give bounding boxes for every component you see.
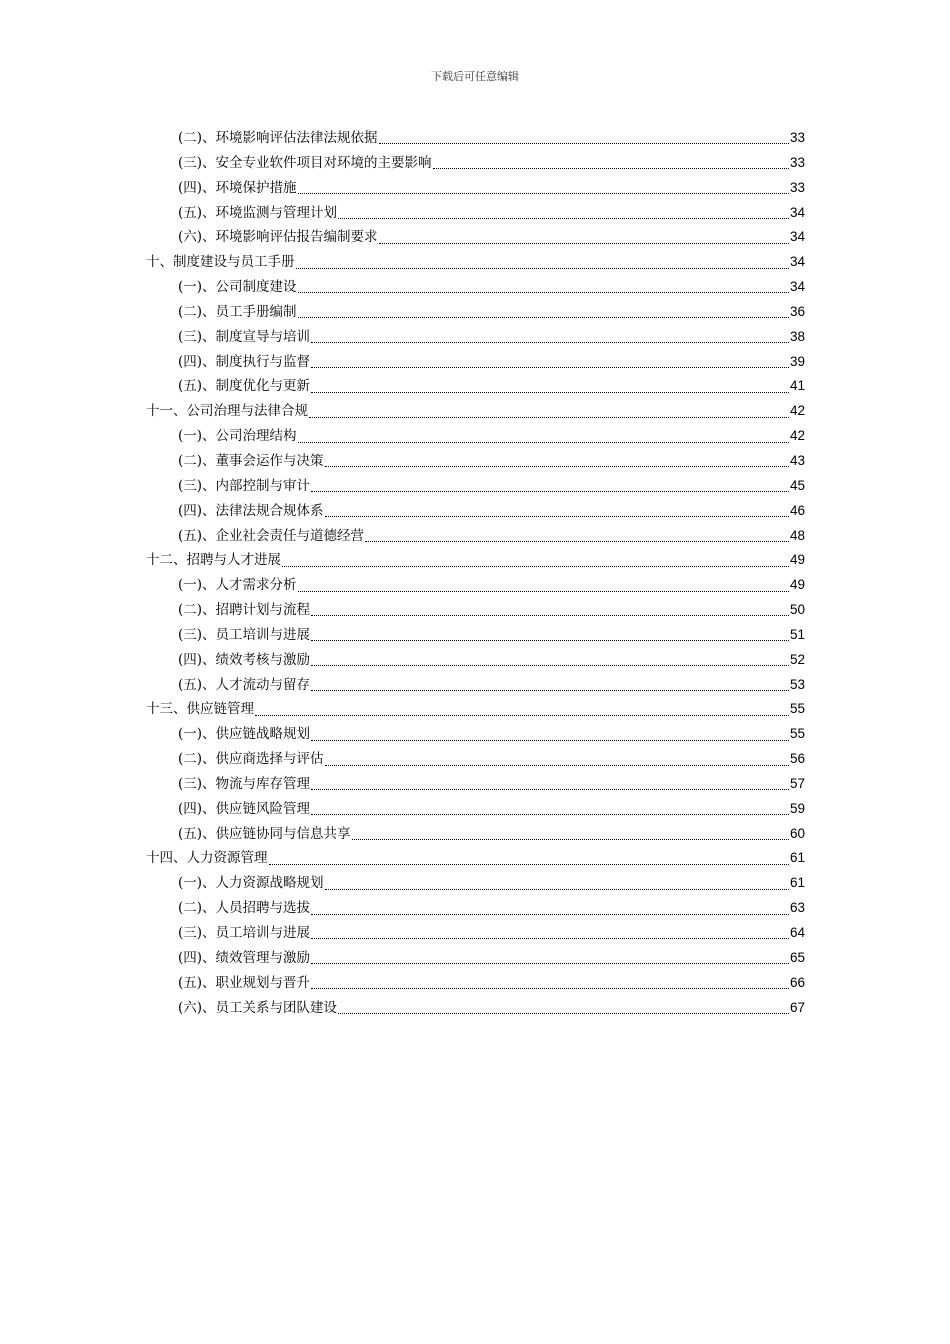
toc-section-entry[interactable] bbox=[0, 822, 950, 847]
toc-entry-title: (五)、环境监测与管理计划 bbox=[178, 204, 338, 221]
toc-section-entry[interactable] bbox=[0, 996, 950, 1021]
toc-dot-leader bbox=[311, 490, 789, 492]
toc-chapter-entry[interactable] bbox=[0, 697, 950, 722]
toc-section-entry[interactable] bbox=[0, 424, 950, 449]
toc-entry-page-number: 34 bbox=[789, 204, 805, 220]
toc-entry-page-number: 33 bbox=[789, 154, 805, 170]
toc-dot-leader bbox=[311, 614, 789, 616]
toc-entry-title: (二)、供应商选择与评估 bbox=[178, 751, 324, 768]
toc-entry-title: (三)、安全专业软件项目对环境的主要影响 bbox=[178, 154, 432, 171]
toc-dot-leader bbox=[325, 465, 789, 467]
toc-entry-page-number: 36 bbox=[789, 303, 805, 319]
toc-entry-page-number: 33 bbox=[789, 130, 805, 145]
toc-dot-leader bbox=[311, 689, 789, 691]
toc-section-entry[interactable] bbox=[0, 350, 950, 375]
toc-section-entry[interactable] bbox=[0, 871, 950, 896]
toc-section-entry[interactable] bbox=[0, 921, 950, 946]
toc-entry-page-number: 52 bbox=[789, 651, 805, 667]
toc-entry-title: (三)、内部控制与审计 bbox=[178, 477, 311, 494]
toc-dot-leader bbox=[311, 366, 789, 368]
toc-entry-title: (五)、企业社会责任与道德经营 bbox=[178, 527, 365, 544]
toc-entry-title: (二)、招聘计划与流程 bbox=[178, 602, 311, 619]
toc-dot-leader bbox=[311, 788, 789, 790]
toc-entry-page-number: 63 bbox=[789, 900, 805, 916]
toc-entry-page-number: 48 bbox=[789, 527, 805, 543]
toc-entry-page-number: 55 bbox=[789, 701, 805, 717]
toc-entry-title: (二)、董事会运作与决策 bbox=[178, 452, 324, 469]
toc-entry-page-number: 67 bbox=[789, 999, 805, 1015]
toc-entry-title: 十、制度建设与员工手册 bbox=[146, 254, 295, 271]
toc-entry-page-number: 33 bbox=[789, 179, 805, 195]
toc-entry-title: (四)、制度执行与监督 bbox=[178, 353, 311, 370]
toc-entry-page-number: 41 bbox=[789, 378, 805, 394]
toc-dot-leader bbox=[311, 664, 789, 666]
toc-section-entry[interactable] bbox=[0, 449, 950, 474]
toc-section-entry[interactable] bbox=[0, 176, 950, 201]
toc-section-entry[interactable] bbox=[0, 499, 950, 524]
toc-entry-page-number: 50 bbox=[789, 602, 805, 618]
toc-dot-leader bbox=[298, 291, 789, 293]
toc-dot-leader bbox=[282, 565, 789, 567]
toc-dot-leader bbox=[311, 913, 789, 915]
table-of-contents bbox=[0, 126, 950, 1020]
toc-section-entry[interactable] bbox=[0, 225, 950, 250]
toc-entry-title: (三)、物流与库存管理 bbox=[178, 775, 311, 792]
toc-dot-leader bbox=[311, 937, 789, 939]
toc-entry-title: (四)、环境保护措施 bbox=[178, 179, 297, 196]
toc-section-entry[interactable] bbox=[0, 673, 950, 698]
toc-dot-leader bbox=[311, 341, 789, 343]
page-header: 下载后可任意编辑 bbox=[431, 70, 519, 83]
toc-dot-leader bbox=[311, 962, 789, 964]
toc-entry-title: 十三、供应链管理 bbox=[146, 701, 254, 718]
toc-entry-title: (二)、环境影响评估法律法规依据 bbox=[178, 130, 378, 146]
toc-dot-leader bbox=[338, 1012, 789, 1014]
toc-dot-leader bbox=[296, 267, 789, 269]
toc-entry-page-number: 55 bbox=[789, 726, 805, 742]
toc-entry-title: (一)、供应链战略规划 bbox=[178, 726, 311, 743]
toc-section-entry[interactable] bbox=[0, 275, 950, 300]
toc-section-entry[interactable] bbox=[0, 722, 950, 747]
toc-entry-page-number: 61 bbox=[789, 875, 805, 891]
toc-entry-title: (二)、员工手册编制 bbox=[178, 303, 297, 320]
toc-entry-page-number: 66 bbox=[789, 974, 805, 990]
toc-section-entry[interactable] bbox=[0, 524, 950, 549]
toc-entry-page-number: 59 bbox=[789, 800, 805, 816]
toc-section-entry[interactable] bbox=[0, 946, 950, 971]
toc-entry-title: (四)、绩效考核与激励 bbox=[178, 651, 311, 668]
toc-entry-page-number: 49 bbox=[789, 552, 805, 568]
toc-dot-leader bbox=[311, 987, 789, 989]
toc-entry-page-number: 51 bbox=[789, 626, 805, 642]
toc-section-entry[interactable] bbox=[0, 598, 950, 623]
toc-entry-page-number: 56 bbox=[789, 751, 805, 767]
toc-section-entry[interactable] bbox=[0, 474, 950, 499]
toc-dot-leader bbox=[325, 764, 789, 766]
toc-entry-page-number: 57 bbox=[789, 775, 805, 791]
toc-entry-title: (五)、供应链协同与信息共享 bbox=[178, 825, 351, 842]
toc-dot-leader bbox=[298, 192, 789, 194]
toc-entry-page-number: 45 bbox=[789, 477, 805, 493]
toc-dot-leader bbox=[325, 888, 789, 890]
toc-chapter-entry[interactable] bbox=[0, 250, 950, 275]
toc-dot-leader bbox=[255, 714, 789, 716]
toc-entry-page-number: 42 bbox=[789, 403, 805, 419]
toc-entry-title: 十一、公司治理与法律合规 bbox=[146, 403, 308, 420]
toc-entry-page-number: 65 bbox=[789, 949, 805, 965]
toc-entry-title: (四)、绩效管理与激励 bbox=[178, 949, 311, 966]
toc-dot-leader bbox=[352, 838, 789, 840]
toc-entry-title: (一)、公司制度建设 bbox=[178, 279, 297, 296]
toc-dot-leader bbox=[433, 167, 789, 169]
toc-entry-page-number: 60 bbox=[789, 825, 805, 841]
toc-dot-leader bbox=[365, 540, 789, 542]
toc-section-entry[interactable] bbox=[0, 325, 950, 350]
toc-chapter-entry[interactable] bbox=[0, 548, 950, 573]
toc-section-entry[interactable] bbox=[0, 896, 950, 921]
toc-entry-page-number: 38 bbox=[789, 328, 805, 344]
toc-entry-page-number: 53 bbox=[789, 676, 805, 692]
toc-entry-title: (六)、员工关系与团队建设 bbox=[178, 999, 338, 1016]
toc-entry-title: (一)、人力资源战略规划 bbox=[178, 875, 324, 892]
toc-entry-page-number: 49 bbox=[789, 577, 805, 593]
toc-entry-title: (五)、制度优化与更新 bbox=[178, 378, 311, 395]
toc-dot-leader bbox=[379, 142, 789, 144]
toc-entry-page-number: 39 bbox=[789, 353, 805, 369]
toc-entry-page-number: 42 bbox=[789, 428, 805, 444]
toc-entry-page-number: 64 bbox=[789, 925, 805, 940]
toc-entry-page-number: 34 bbox=[789, 279, 805, 295]
toc-section-entry[interactable] bbox=[0, 747, 950, 772]
toc-entry-page-number: 61 bbox=[789, 850, 805, 866]
toc-entry-page-number: 34 bbox=[789, 254, 805, 270]
toc-entry-title: (三)、制度宣导与培训 bbox=[178, 328, 311, 345]
toc-dot-leader bbox=[298, 316, 789, 318]
toc-entry-title: (四)、供应链风险管理 bbox=[178, 800, 311, 817]
toc-section-entry[interactable] bbox=[0, 971, 950, 996]
toc-entry-title: (六)、环境影响评估报告编制要求 bbox=[178, 229, 378, 246]
toc-dot-leader bbox=[311, 391, 789, 393]
toc-entry-title: (三)、员工培训与进展 bbox=[178, 925, 311, 941]
toc-dot-leader bbox=[311, 639, 789, 641]
toc-entry-page-number: 34 bbox=[789, 229, 805, 245]
toc-section-entry[interactable] bbox=[0, 772, 950, 797]
toc-entry-title: (一)、公司治理结构 bbox=[178, 428, 297, 445]
toc-entry-title: (二)、人员招聘与选拔 bbox=[178, 900, 311, 917]
toc-entry-page-number: 43 bbox=[789, 452, 805, 468]
toc-dot-leader bbox=[311, 739, 789, 741]
toc-entry-title: 十二、招聘与人才进展 bbox=[146, 552, 281, 569]
toc-entry-title: (五)、人才流动与留存 bbox=[178, 676, 311, 693]
toc-section-entry[interactable] bbox=[0, 126, 950, 151]
toc-entry-page-number: 46 bbox=[789, 502, 805, 518]
toc-dot-leader bbox=[338, 217, 789, 219]
toc-dot-leader bbox=[325, 515, 789, 517]
toc-section-entry[interactable] bbox=[0, 797, 950, 822]
toc-entry-title: 十四、人力资源管理 bbox=[146, 850, 268, 867]
toc-chapter-entry[interactable] bbox=[0, 399, 950, 424]
toc-section-entry[interactable] bbox=[0, 201, 950, 226]
toc-section-entry[interactable] bbox=[0, 573, 950, 598]
toc-section-entry[interactable] bbox=[0, 151, 950, 176]
toc-section-entry[interactable] bbox=[0, 623, 950, 648]
toc-dot-leader bbox=[298, 590, 789, 592]
toc-dot-leader bbox=[311, 813, 789, 815]
toc-entry-title: (一)、人才需求分析 bbox=[178, 577, 297, 594]
toc-section-entry[interactable] bbox=[0, 300, 950, 325]
toc-entry-title: (三)、员工培训与进展 bbox=[178, 626, 311, 643]
toc-section-entry[interactable] bbox=[0, 374, 950, 399]
toc-entry-title: (四)、法律法规合规体系 bbox=[178, 502, 324, 519]
toc-dot-leader bbox=[309, 416, 789, 418]
toc-chapter-entry[interactable] bbox=[0, 846, 950, 871]
toc-dot-leader bbox=[298, 441, 789, 443]
toc-dot-leader bbox=[379, 242, 789, 244]
toc-dot-leader bbox=[269, 863, 789, 865]
toc-entry-title: (五)、职业规划与晋升 bbox=[178, 974, 311, 991]
toc-section-entry[interactable] bbox=[0, 648, 950, 673]
